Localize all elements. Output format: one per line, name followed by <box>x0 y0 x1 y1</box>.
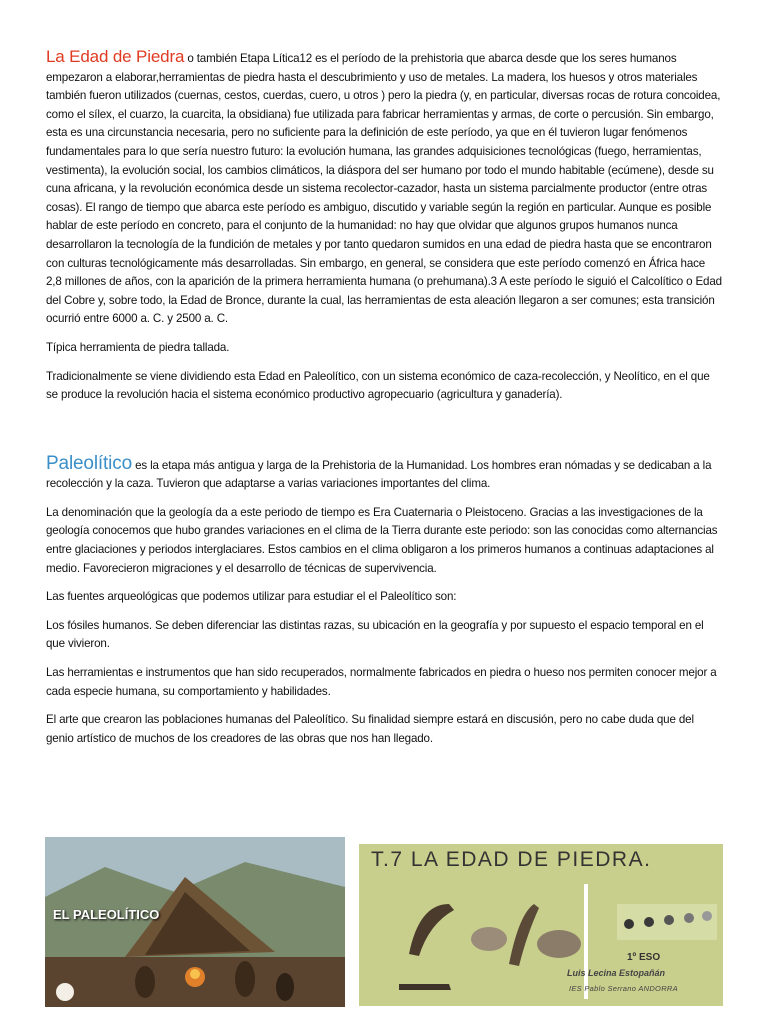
cover-title: T.7 LA EDAD DE PIEDRA. <box>371 848 652 871</box>
paragraph-arte: El arte que crearon las poblaciones humanas del Paleolítico. Su finalidad siempre estará en discusión, pero no cabe duda que del genio artístico de muchos de los creadores de las obras que nos han llegado. <box>46 713 694 745</box>
document-body <box>46 48 722 758</box>
cover-course: 1º ESO <box>627 952 661 963</box>
paragraph-tipica: Típica herramienta de piedra tallada. <box>46 340 230 354</box>
heading-edad-de-piedra: La Edad de Piedra <box>46 47 185 66</box>
illustration-label: EL PALEOLÍTICO <box>53 907 160 922</box>
paleolithic-illustration <box>45 837 345 1007</box>
paragraph-herramientas: Las herramientas e instrumentos que han sido recuperados, normalmente fabricados en piedra o hueso nos permiten conocer mejor a cada especie humana, su comportamiento y habilidades. <box>46 666 717 698</box>
paragraph-geologia: La denominación que la geología da a este periodo de tiempo es Era Cuaternaria o Pleistoceno. Gracias a las investigaciones de la geología conocemos que hubo grandes variaciones en el clima de la Tierra durante este periodo: son las conocidas como alternancias entre glaciaciones y periodos interglaciares. Estos cambios en el clima obligaron a los primeros humanos a continuas adaptaciones al medio. Favorecieron migraciones y el desarrollo de técnicas de supervivencia. <box>46 505 718 575</box>
paragraph-edad-de-piedra <box>46 48 722 329</box>
cover-school: IES Pablo Serrano ANDORRA <box>569 984 678 993</box>
course-cover-image <box>359 844 723 1006</box>
paragraph-division: Tradicionalmente se viene dividiendo esta Edad en Paleolítico, con un sistema económico de caza-recolección, y Neolítico, en el que se produce la revolución hacia el sistema económico productivo agropecuario (agricultura y ganadería). <box>46 369 710 402</box>
heading-paleolitico: Paleolítico <box>46 452 133 474</box>
cover-author: Luis Lecina Estopañán <box>567 968 666 978</box>
paragraph-text: o también Etapa Lítica12 es el período de la prehistoria que abarca desde que los seres humanos empezaron a elaborar,herramientas de piedra hasta el descubrimiento y uso de metales. La madera, los huesos y otros materiales también fueron utilizados (cuernas, cestos, cuerdas, cuero, u otros ) pero la piedra (y, en particular, diversas rocas de rotura concoidea, como el sílex, el cuarzo, la cuarcita, la obsidiana) fue utilizada para fabricar herramientas y armas, de corte o percusión. Sin embargo, esta es una circunstancia necesaria, pero no suficiente para la definición de este período, ya que en él tuvieron lugar fenómenos fundamentales para lo que sería nuestro futuro: la evolución humana, las grandes adquisiciones tecnológicas (fuego, herramientas, vestimenta), la evolución social, los cambios climáticos, la diáspora del ser humano por todo el mundo habitable (ecúmene), desde su cuna africana, y la revolución económica desde un sistema recolector-cazador, hasta un sistema parcialmente productor (entre otras cosas). El rango de tiempo que abarca este período es ambiguo, discutido y variable según la región en particular. Aunque es posible hablar de este período en concreto, para el conjunto de la humanidad: no hay que olvidar que algunos grupos humanos nunca desarrollaron la tecnología de la fundición de metales y por tanto quedaron sumidos en una edad de piedra hasta que se encontraron con culturas tecnológicamente más desarrolladas. Sin embargo, en general, se considera que este período comenzó en África hace 2,8 millones de años, con la aparición de la primera herramienta humana (o prehumana).3 A este período le siguió el Calcolítico o Edad del Cobre y, sobre todo, la Edad de Bronce, durante la cual, las herramientas de esta aleación llegaron a ser comunes; esta transición ocurrió entre 6000 a. C. y 2500 a. C. <box>46 52 722 326</box>
paragraph-text: es la etapa más antigua y larga de la Prehistoria de la Humanidad. Los hombres eran nómadas y se dedicaban a la recolección y la caza. Tuvieron que adaptarse a varias variaciones importantes del clima. <box>46 458 712 491</box>
paragraph-paleolitico <box>46 452 722 494</box>
paleolithic-scene-graphic <box>45 837 345 1007</box>
paragraph-fuentes: Las fuentes arqueológicas que podemos utilizar para estudiar el el Paleolítico son: <box>46 590 457 604</box>
spacer <box>46 415 722 455</box>
paragraph-fosiles: Los fósiles humanos. Se deben diferenciar las distintas razas, su ubicación en la geografía y por supuesto el espacio temporal en el que vivieron. <box>46 618 704 651</box>
